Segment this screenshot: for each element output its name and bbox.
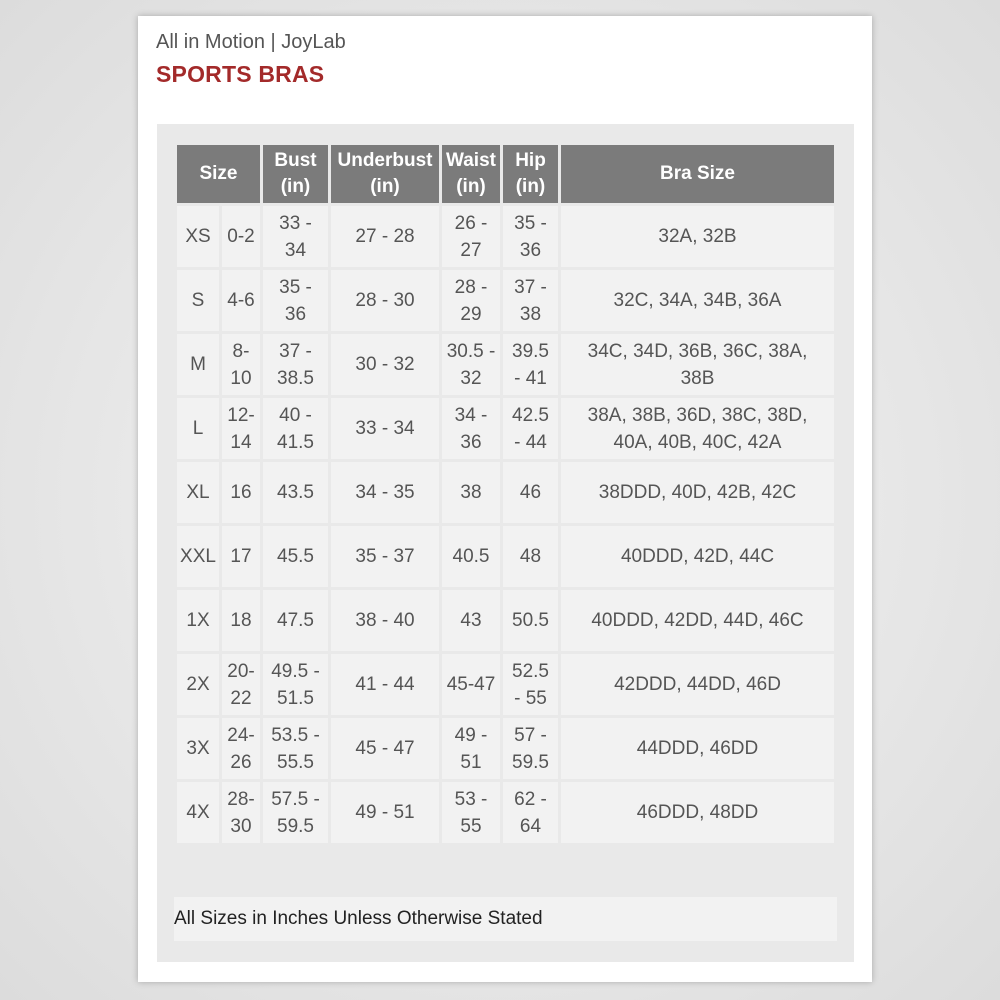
bra-size-cell: 34C, 34D, 36B, 36C, 38A, 38B	[561, 334, 834, 395]
size-letter-cell: S	[177, 270, 219, 331]
waist-cell: 30.5 - 32	[442, 334, 500, 395]
bust-cell: 33 - 34	[263, 206, 328, 267]
size-numeric-cell: 0-2	[222, 206, 260, 267]
size-letter-cell: XXL	[177, 526, 219, 587]
header-bra-size: Bra Size	[561, 145, 834, 203]
underbust-cell: 33 - 34	[331, 398, 439, 459]
brand-label: All in Motion | JoyLab	[156, 31, 346, 53]
table-header-row	[177, 145, 834, 203]
header-hip: Hip (in)	[503, 145, 558, 203]
bust-cell: 47.5	[263, 590, 328, 651]
size-letter-cell: 4X	[177, 782, 219, 843]
underbust-cell: 35 - 37	[331, 526, 439, 587]
table-row	[177, 398, 834, 459]
size-numeric-cell: 8- 10	[222, 334, 260, 395]
underbust-cell: 41 - 44	[331, 654, 439, 715]
waist-cell: 43	[442, 590, 500, 651]
size-numeric-cell: 4-6	[222, 270, 260, 331]
hip-cell: 42.5 - 44	[503, 398, 558, 459]
size-letter-cell: 1X	[177, 590, 219, 651]
bra-size-cell: 42DDD, 44DD, 46D	[561, 654, 834, 715]
bra-size-cell: 38DDD, 40D, 42B, 42C	[561, 462, 834, 523]
bust-cell: 40 - 41.5	[263, 398, 328, 459]
waist-cell: 40.5	[442, 526, 500, 587]
chart-title: SPORTS BRAS	[156, 61, 325, 87]
size-numeric-cell: 17	[222, 526, 260, 587]
hip-cell: 48	[503, 526, 558, 587]
header-waist: Waist (in)	[442, 145, 500, 203]
table-row	[177, 270, 834, 331]
bust-cell: 43.5	[263, 462, 328, 523]
underbust-cell: 34 - 35	[331, 462, 439, 523]
size-letter-cell: XS	[177, 206, 219, 267]
size-numeric-cell: 18	[222, 590, 260, 651]
waist-cell: 45-47	[442, 654, 500, 715]
bust-cell: 57.5 - 59.5	[263, 782, 328, 843]
bust-cell: 49.5 - 51.5	[263, 654, 328, 715]
bra-size-cell: 32A, 32B	[561, 206, 834, 267]
waist-cell: 28 - 29	[442, 270, 500, 331]
bra-size-cell: 38A, 38B, 36D, 38C, 38D, 40A, 40B, 40C, 42A	[561, 398, 834, 459]
hip-cell: 62 - 64	[503, 782, 558, 843]
underbust-cell: 28 - 30	[331, 270, 439, 331]
hip-cell: 39.5 - 41	[503, 334, 558, 395]
waist-cell: 38	[442, 462, 500, 523]
table-row	[177, 782, 834, 843]
underbust-cell: 27 - 28	[331, 206, 439, 267]
size-letter-cell: XL	[177, 462, 219, 523]
table-row	[177, 206, 834, 267]
hip-cell: 52.5 - 55	[503, 654, 558, 715]
size-letter-cell: M	[177, 334, 219, 395]
size-table-panel	[157, 124, 854, 962]
size-table	[174, 142, 837, 846]
header-bust: Bust (in)	[263, 145, 328, 203]
bra-size-cell: 40DDD, 42D, 44C	[561, 526, 834, 587]
hip-cell: 57 - 59.5	[503, 718, 558, 779]
table-row	[177, 718, 834, 779]
bust-cell: 35 - 36	[263, 270, 328, 331]
size-numeric-cell: 12- 14	[222, 398, 260, 459]
size-numeric-cell: 24- 26	[222, 718, 260, 779]
bra-size-cell: 44DDD, 46DD	[561, 718, 834, 779]
bust-cell: 37 - 38.5	[263, 334, 328, 395]
table-row	[177, 526, 834, 587]
table-row	[177, 334, 834, 395]
hip-cell: 46	[503, 462, 558, 523]
size-numeric-cell: 16	[222, 462, 260, 523]
bra-size-cell: 46DDD, 48DD	[561, 782, 834, 843]
size-letter-cell: 2X	[177, 654, 219, 715]
waist-cell: 34 - 36	[442, 398, 500, 459]
table-row	[177, 590, 834, 651]
header-size: Size	[177, 145, 260, 203]
waist-cell: 49 - 51	[442, 718, 500, 779]
table-row	[177, 654, 834, 715]
size-numeric-cell: 20- 22	[222, 654, 260, 715]
waist-cell: 26 - 27	[442, 206, 500, 267]
size-table-body	[177, 206, 834, 843]
hip-cell: 37 - 38	[503, 270, 558, 331]
bra-size-cell: 40DDD, 42DD, 44D, 46C	[561, 590, 834, 651]
bust-cell: 45.5	[263, 526, 328, 587]
hip-cell: 35 - 36	[503, 206, 558, 267]
size-letter-cell: 3X	[177, 718, 219, 779]
underbust-cell: 38 - 40	[331, 590, 439, 651]
size-letter-cell: L	[177, 398, 219, 459]
waist-cell: 53 - 55	[442, 782, 500, 843]
hip-cell: 50.5	[503, 590, 558, 651]
footnote: All Sizes in Inches Unless Otherwise Stated	[174, 897, 837, 941]
size-chart-card	[138, 16, 872, 982]
underbust-cell: 30 - 32	[331, 334, 439, 395]
bra-size-cell: 32C, 34A, 34B, 36A	[561, 270, 834, 331]
underbust-cell: 45 - 47	[331, 718, 439, 779]
bust-cell: 53.5 - 55.5	[263, 718, 328, 779]
size-numeric-cell: 28- 30	[222, 782, 260, 843]
header-underbust: Underbust (in)	[331, 145, 439, 203]
table-row	[177, 462, 834, 523]
underbust-cell: 49 - 51	[331, 782, 439, 843]
